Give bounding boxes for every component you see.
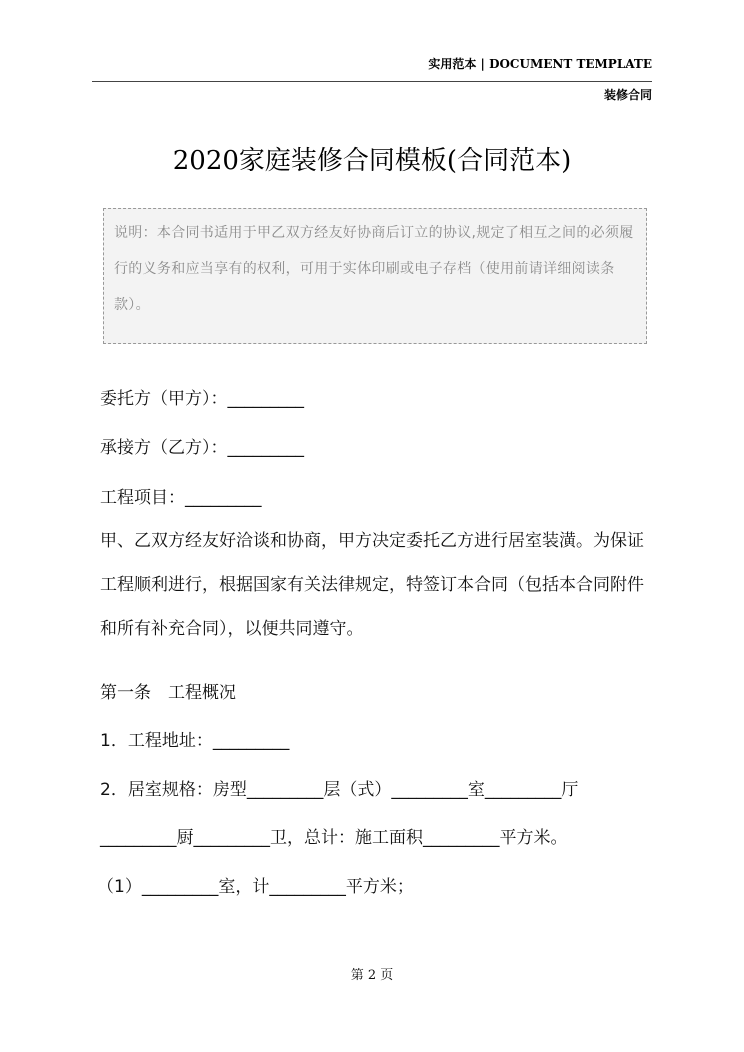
document-title: 2020家庭装修合同模板(合同范本) (172, 146, 572, 176)
item3-line: （1）_________室，计_________平方米； (97, 877, 414, 897)
page-number: 第 2 页 (350, 968, 394, 983)
item2-line1: 2．居室规格：房型_________层（式）_________室_________厅 (100, 780, 579, 800)
item2-line2: _________厨_________卫，总计：施工面积_________平方米。 (100, 828, 568, 848)
note-text: 说明：本合同书适用于甲乙双方经友好协商后订立的协议,规定了相互之间的必须履行的义务和应当享有的权利，可用于实体印刷或电子存档（使用前请详细阅读条款）。 (114, 225, 634, 313)
header-sub-text: 装修合同 (603, 88, 652, 102)
intro-paragraph: 甲、乙双方经友好洽谈和协商，甲方决定委托乙方进行居室装潢。为保证工程顺利进行，根据国家有关法律规定，特签订本合同（包括本合同附件和所有补充合同），以便共同遵守。 (100, 531, 644, 639)
project-line: 工程项目：_________ (100, 488, 262, 508)
article1-title: 第一条 工程概况 (100, 683, 236, 703)
note-box (103, 208, 647, 344)
item1-line: 1．工程地址：_________ (100, 731, 290, 751)
header-top-text: 实用范本 | DOCUMENT TEMPLATE (428, 57, 652, 71)
header-rule (92, 81, 652, 82)
party-a-line: 委托方（甲方）：_________ (100, 389, 304, 409)
party-b-line: 承接方（乙方）：_________ (100, 438, 304, 458)
